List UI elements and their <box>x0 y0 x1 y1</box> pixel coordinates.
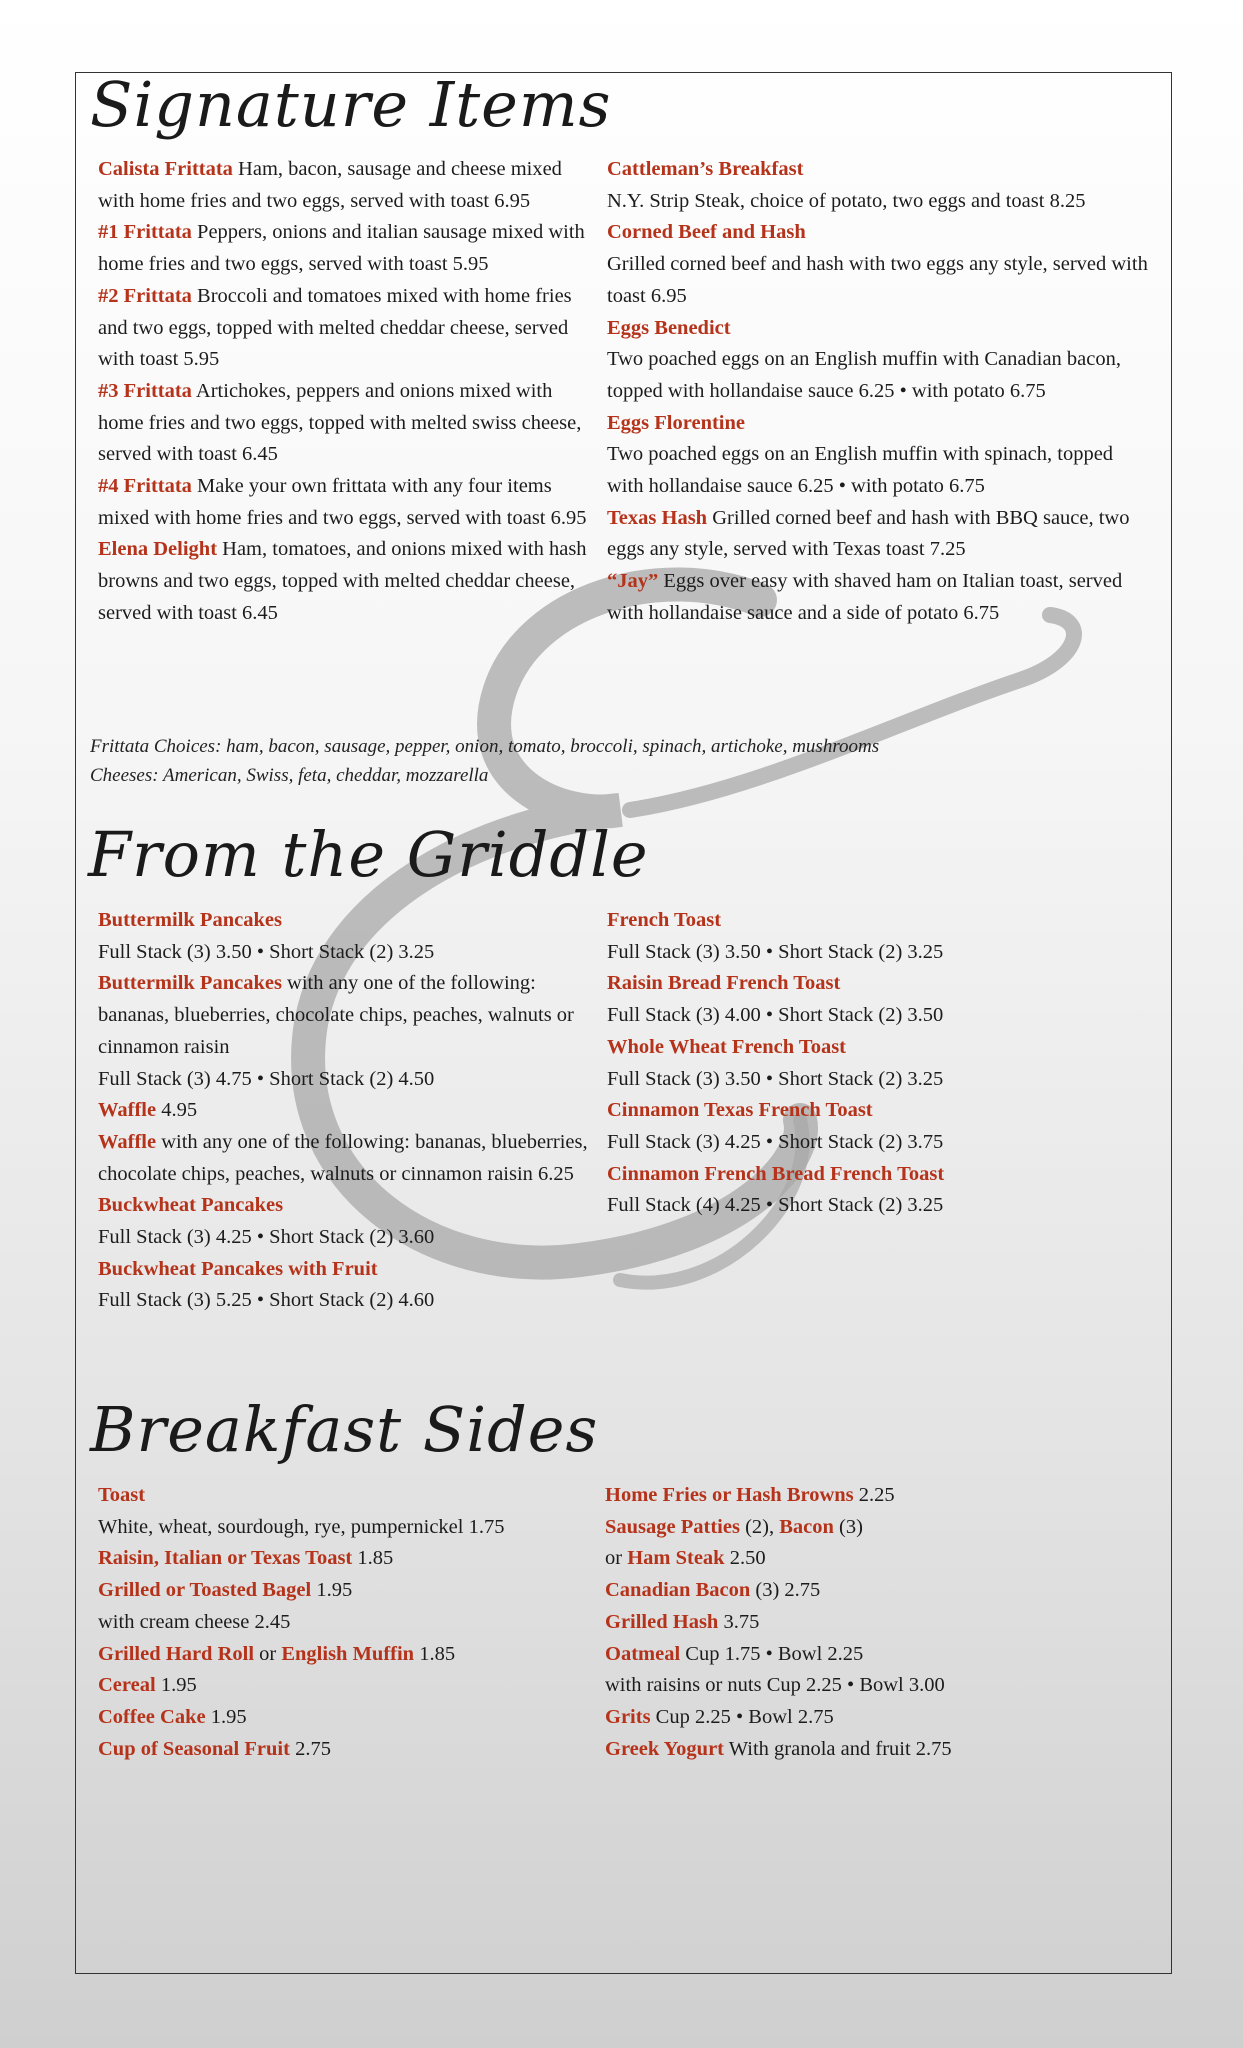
list-item: Whole Wheat French Toast Full Stack (3) 3.50 • Short Stack (2) 3.25 <box>607 1035 944 1090</box>
list-item: Calista Frittata Ham, bacon, sausage and cheese mixed with home fries and two eggs, served with toast 6.95 <box>98 158 562 212</box>
list-item: Oatmeal Cup 1.75 • Bowl 2.25 with raisins or nuts Cup 2.25 • Bowl 3.00 <box>605 1642 945 1697</box>
list-item: #2 Frittata Broccoli and tomatoes mixed with home fries and two eggs, topped with melted cheddar cheese, served with toast 5.95 <box>98 284 572 371</box>
sides-left-column <box>98 1480 598 1765</box>
list-item: Buckwheat Pancakes with Fruit Full Stack (3) 5.25 • Short Stack (2) 4.60 <box>98 1257 435 1312</box>
list-item: “Jay” Eggs over easy with shaved ham on Italian toast, served with hollandaise sauce and a side of potato 6.75 <box>607 570 1123 624</box>
list-item: Corned Beef and Hash Grilled corned beef and hash with two eggs any style, served with toast 6.95 <box>607 221 1148 307</box>
list-item: #1 Frittata Peppers, onions and italian sausage mixed with home fries and two eggs, served with toast 5.95 <box>98 221 585 276</box>
list-item: Waffle with any one of the following: bananas, blueberries, chocolate chips, peaches, walnuts or cinnamon raisin 6.25 <box>98 1130 588 1185</box>
list-item: Grilled Hard Roll or English Muffin 1.85 <box>98 1642 456 1665</box>
list-item: Cinnamon French Bread French Toast Full Stack (4) 4.25 • Short Stack (2) 3.25 <box>607 1162 945 1217</box>
sides-heading: Breakfast Sides <box>90 1393 599 1466</box>
list-item: Waffle 4.95 <box>98 1099 198 1122</box>
cheese-choices: Cheeses: American, Swiss, feta, cheddar, mozzarella <box>90 765 489 786</box>
signature-heading: Signature Items <box>90 68 612 141</box>
list-item: Cinnamon Texas French Toast Full Stack (3) 4.25 • Short Stack (2) 3.75 <box>607 1099 944 1153</box>
list-item: Grilled Hash 3.75 <box>605 1610 760 1633</box>
list-item: #3 Frittata Artichokes, peppers and onions mixed with home fries and two eggs, topped with melted swiss cheese, served with toast 6.45 <box>98 379 582 466</box>
list-item: Home Fries or Hash Browns 2.25 <box>605 1484 895 1506</box>
frittata-choices: Frittata Choices: ham, bacon, sausage, pepper, onion, tomato, broccoli, spinach, artichoke, mushrooms <box>90 736 880 757</box>
list-item: Greek Yogurt With granola and fruit 2.75 <box>605 1737 952 1760</box>
list-item: Buttermilk Pancakes Full Stack (3) 3.50 • Short Stack (2) 3.25 <box>98 909 435 963</box>
signature-right-column <box>607 154 1152 630</box>
frittata-notes <box>90 732 879 790</box>
list-item: Cereal 1.95 <box>98 1674 197 1697</box>
list-item: Cattleman’s Breakfast N.Y. Strip Steak, choice of potato, two eggs and toast 8.25 <box>607 158 1086 212</box>
griddle-heading: From the Griddle <box>88 818 649 891</box>
list-item: Cup of Seasonal Fruit 2.75 <box>98 1737 331 1760</box>
signature-left-column <box>98 154 588 630</box>
list-item: Texas Hash Grilled corned beef and hash with BBQ sauce, two eggs any style, served with Texas toast 7.25 <box>607 506 1130 561</box>
griddle-left-column <box>98 905 588 1317</box>
list-item: Elena Delight Ham, tomatoes, and onions mixed with hash browns and two eggs, topped with melted cheddar cheese, served with toast 6.45 <box>98 538 587 624</box>
list-item: Raisin, Italian or Texas Toast 1.85 <box>98 1547 394 1570</box>
list-item: Coffee Cake 1.95 <box>98 1705 247 1728</box>
griddle-right-column <box>607 905 1152 1222</box>
list-item: Eggs Florentine Two poached eggs on an English muffin with spinach, topped with hollandaise sauce 6.25 • with potato 6.75 <box>607 411 1114 498</box>
list-item: Eggs Benedict Two poached eggs on an English muffin with Canadian bacon, topped with hollandaise sauce 6.25 • with potato 6.75 <box>607 316 1121 402</box>
list-item: Buckwheat Pancakes Full Stack (3) 4.25 • Short Stack (2) 3.60 <box>98 1194 435 1249</box>
list-item: Raisin Bread French Toast Full Stack (3) 4.00 • Short Stack (2) 3.50 <box>607 972 944 1027</box>
list-item: French Toast Full Stack (3) 3.50 • Short Stack (2) 3.25 <box>607 909 944 963</box>
sides-right-column <box>605 1480 1150 1765</box>
list-item: Sausage Patties (2), Bacon (3) or Ham Steak 2.50 <box>605 1515 863 1570</box>
list-item: Grilled or Toasted Bagel 1.95 with cream cheese 2.45 <box>98 1579 353 1633</box>
list-item: Toast White, wheat, sourdough, rye, pumpernickel 1.75 <box>98 1484 505 1538</box>
list-item: Canadian Bacon (3) 2.75 <box>605 1579 821 1602</box>
list-item: Grits Cup 2.25 • Bowl 2.75 <box>605 1705 834 1728</box>
list-item: Buttermilk Pancakes with any one of the following: bananas, blueberries, chocolate chips, peaches, walnuts or cinnamon raisin Full Stack (3) 4.75 • Short Stack (2) 4.50 <box>98 972 574 1090</box>
list-item: #4 Frittata Make your own frittata with any four items mixed with home fries and two eggs, served with toast 6.95 <box>98 475 587 529</box>
